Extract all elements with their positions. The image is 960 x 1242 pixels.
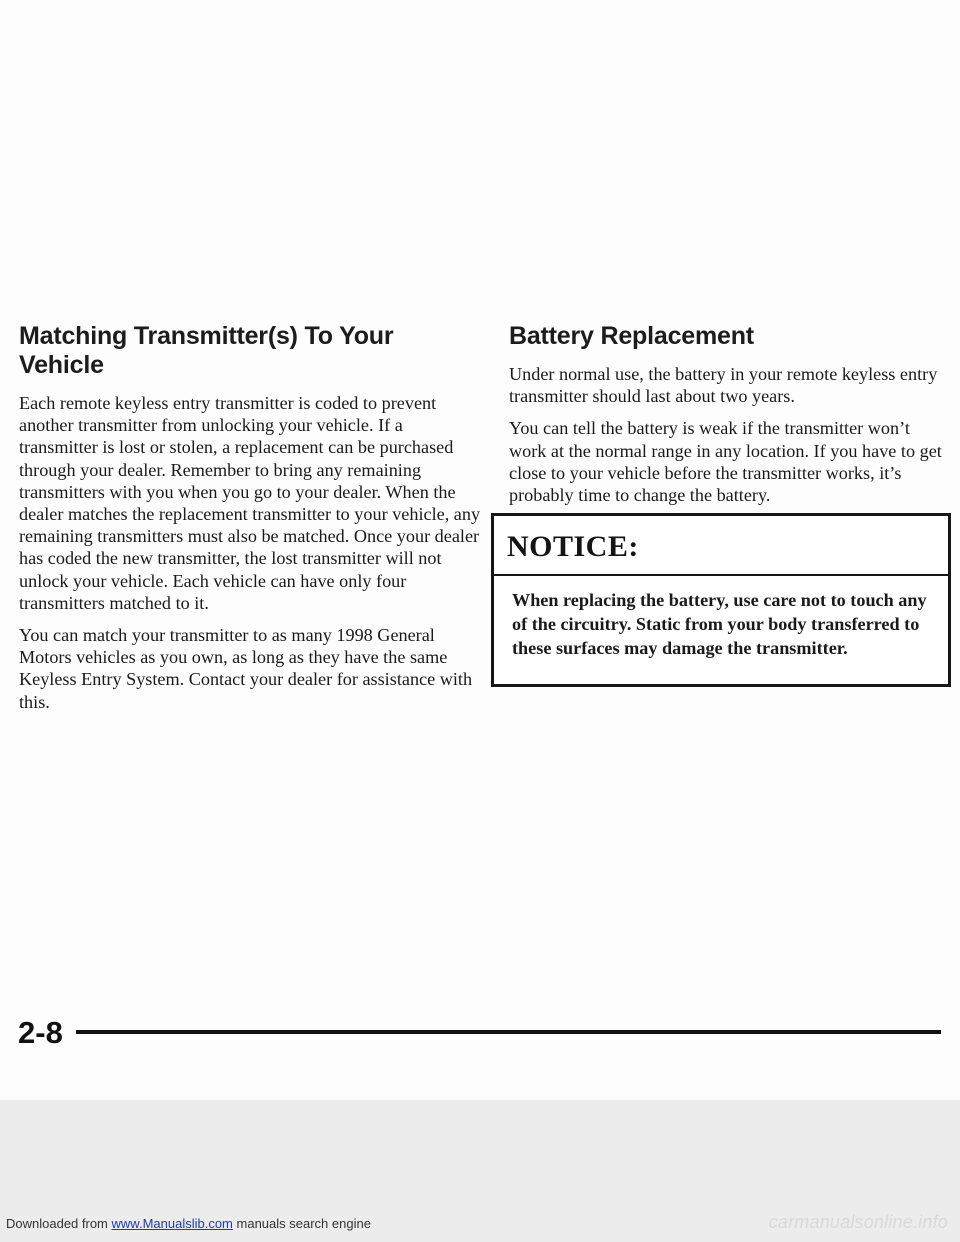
download-suffix: manuals search engine — [236, 1216, 371, 1231]
download-credit — [6, 1216, 371, 1231]
matching-paragraph-2: You can match your transmitter to as many 1998 General Motors vehicles as you own, as long as they have the same Keyless Entry System. Contact your dealer for assistance with this. — [19, 625, 473, 712]
notice-text: When replacing the battery, use care not to touch any of the circuitry. Static from your body transferred to these surfaces may damage the transmitter. — [512, 590, 927, 658]
section-title-matching: Matching Transmitter(s) To Your Vehicle — [19, 322, 394, 379]
matching-paragraph-1: Each remote keyless entry transmitter is coded to prevent another transmitter from unlocking your vehicle. If a transmitter is lost or stolen, a replacement can be purchased through your dealer. Remember to bring any remaining transmitters with you when you go to your dealer. When the dealer matches the replacement transmitter to your vehicle, any remaining transmitters must also be matched. Once your dealer has coded the new transmitter, the lost transmitter will not unlock your vehicle. Each vehicle can have only four transmitters matched to it. — [19, 393, 481, 613]
right-column — [509, 322, 949, 516]
notice-box — [491, 513, 951, 687]
notice-heading: NOTICE: — [494, 516, 948, 576]
battery-paragraph-1: Under normal use, the battery in your remote keyless entry transmitter should last about two years. — [509, 364, 938, 407]
section-title-battery: Battery Replacement — [509, 322, 754, 350]
watermark: carmanualsonline.info — [768, 1212, 948, 1232]
manualslib-link[interactable]: www.Manualslib.com — [111, 1216, 233, 1231]
left-column — [19, 322, 481, 723]
battery-paragraph-2: You can tell the battery is weak if the transmitter won’t work at the normal range in any location. If you have to get close to your vehicle before the transmitter works, it’s probably time to change the battery. — [509, 418, 942, 506]
page-number: 2-8 — [18, 1015, 63, 1050]
download-prefix: Downloaded from — [6, 1216, 108, 1231]
footer-divider — [76, 1030, 941, 1034]
